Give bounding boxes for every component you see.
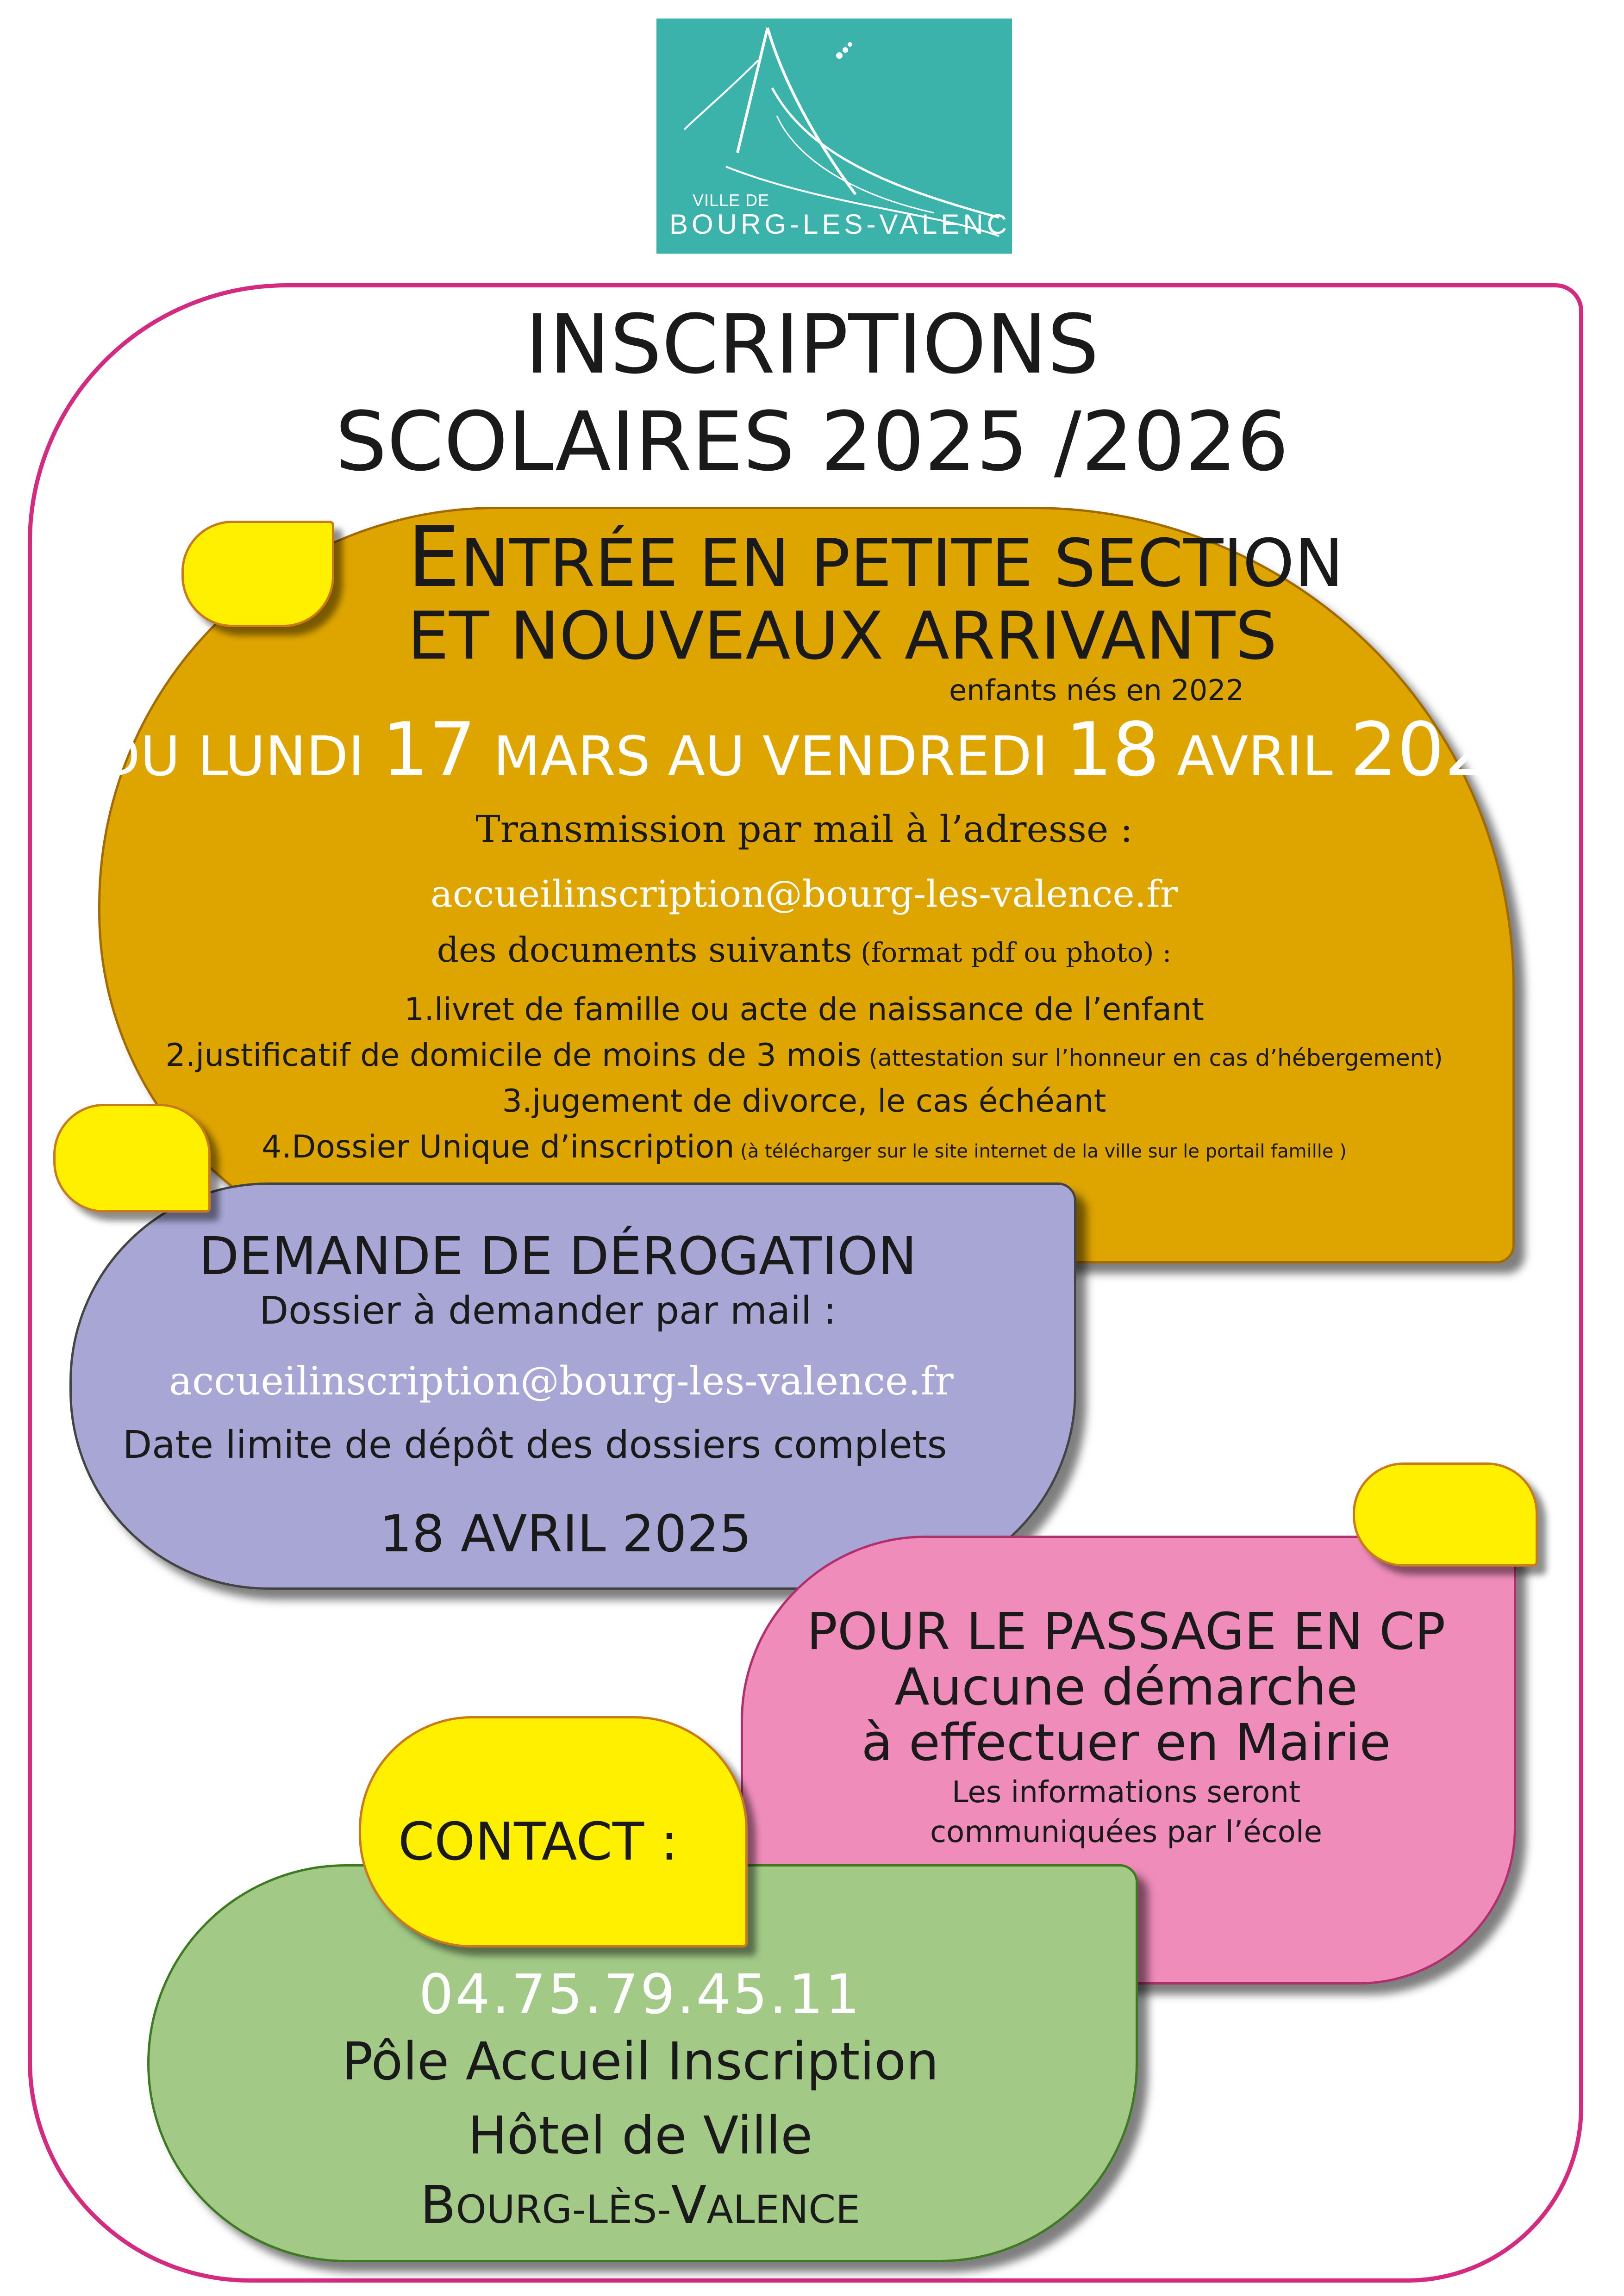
registration-dates: DU LUNDI 17 MARS AU VENDREDI 18 AVRIL 2025	[98, 706, 1539, 793]
derogation-line-1: Dossier à demander par mail :	[259, 1289, 837, 1333]
yellow-bubble-1	[181, 521, 334, 627]
cp-line-2: à effectuer en Mairie	[861, 1713, 1391, 1772]
cp-info-1: Les informations seront	[951, 1775, 1301, 1810]
contact-city: BOURG-LÈS-VALENCE	[420, 2175, 861, 2235]
document-item-4: 4.Dossier Unique d’inscription (à télécharger sur le site internet de la ville sur le portail famille )	[262, 1129, 1347, 1165]
section-entree-subtitle: enfants nés en 2022	[949, 673, 1244, 707]
logo-name: BOURG-LES-VALENCE	[669, 209, 1033, 240]
contact-line-1: Pôle Accueil Inscription	[342, 2032, 939, 2092]
document-item-2: 2.justificatif de domicile de moins de 3 mois (attestation sur l’honneur en cas d’hébergement)	[165, 1037, 1443, 1074]
derogation-line-2: Date limite de dépôt des dossiers complets	[123, 1423, 947, 1467]
title-line-1: INSCRIPTIONS	[525, 297, 1099, 392]
derogation-deadline: 18 AVRIL 2025	[380, 1504, 752, 1563]
town-logo	[656, 19, 1033, 254]
title-line-2: SCOLAIRES 2025 /2026	[335, 394, 1289, 489]
logo-small-text: VILLE DE	[693, 191, 770, 210]
email-link-2[interactable]: accueilinscription@bourg-les-valence.fr	[169, 1358, 954, 1404]
section-entree-heading: ENTRÉE EN PETITE SECTION	[407, 509, 1344, 606]
document-item-3: 3.jugement de divorce, le cas échéant	[502, 1083, 1106, 1120]
contact-label: CONTACT :	[398, 1812, 678, 1872]
cp-title: POUR LE PASSAGE EN CP	[806, 1602, 1446, 1661]
contact-line-2: Hôtel de Ville	[468, 2106, 813, 2166]
contact-phone[interactable]: 04.75.79.45.11	[418, 1962, 862, 2026]
cp-line-1: Aucune démarche	[894, 1657, 1358, 1717]
transmission-text: Transmission par mail à l’adresse :	[475, 808, 1133, 851]
cp-info-2: communiquées par l’école	[930, 1815, 1323, 1849]
documents-label: des documents suivants (format pdf ou photo) :	[437, 930, 1172, 970]
document-item-1: 1.livret de famille ou acte de naissance de l’enfant	[404, 991, 1204, 1028]
derogation-title: DEMANDE DE DÉROGATION	[199, 1226, 917, 1287]
section-entree-heading-2: ET NOUVEAUX ARRIVANTS	[407, 598, 1277, 674]
yellow-bubble-2	[53, 1104, 211, 1213]
yellow-bubble-3	[1353, 1462, 1538, 1567]
page-title	[0, 296, 1624, 491]
email-link-1[interactable]: accueilinscription@bourg-les-valence.fr	[431, 872, 1178, 915]
documents-list	[98, 988, 1510, 1173]
